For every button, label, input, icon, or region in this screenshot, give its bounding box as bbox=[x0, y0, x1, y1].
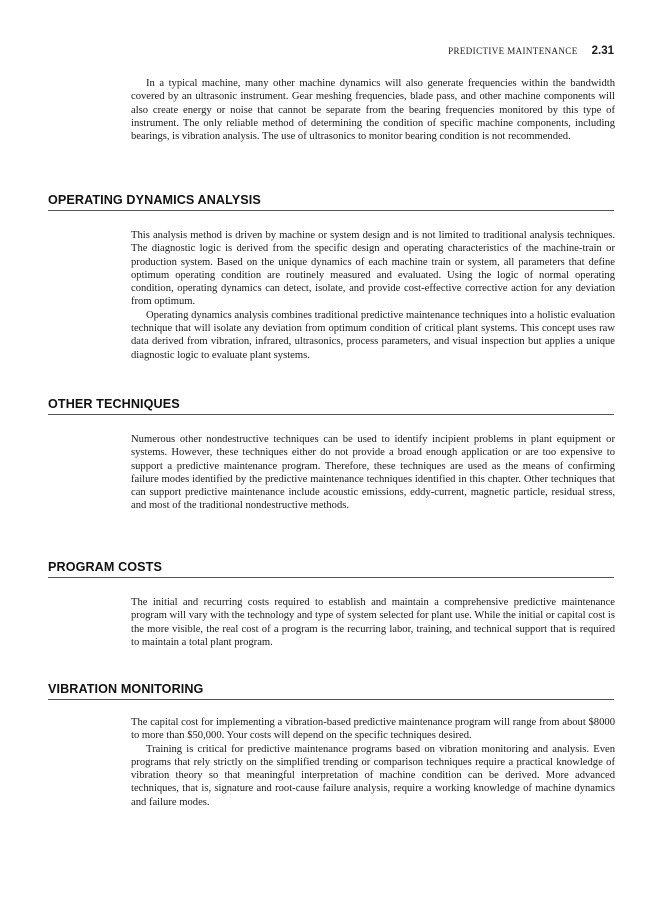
section-heading-operating-dynamics bbox=[48, 193, 614, 211]
section-body-other-techniques bbox=[131, 433, 615, 513]
paragraph: This analysis method is driven by machine or system design and is not limited to traditional analysis techniques. The diagnostic logic is derived from the specific design and operating characteristics of the machine-train or production system. Based on the unique dynamics of each machine train or system, all parameters that define optimum operating condition are routinely measured and evaluated. Using the logic of normal operating condition, operating dynamics can detect, isolate, and provide cost-effective corrective action for any deviation from optimum. bbox=[131, 230, 615, 308]
paragraph: The initial and recurring costs required to establish and maintain a comprehensive predictive maintenance program will vary with the technology and type of system selected for plant use. While the initial or capital cost is the more visible, the real cost of a program is the recurring labor, training, and technical support that is required to maintain a total plant program. bbox=[131, 597, 615, 648]
paragraph: Numerous other nondestructive techniques can be used to identify incipient problems in plant equipment or systems. However, these techniques either do not provide a broad enough application or are too expensive to support a predictive maintenance program. Therefore, these techniques are used as the means of confirming failure modes identified by the predictive maintenance techniques identified in this chapter. Other techniques that can support predictive maintenance include acoustic emissions, eddy-current, magnetic particle, residual stress, and most of the traditional nondestructive methods. bbox=[131, 434, 615, 512]
paragraph: Training is critical for predictive maintenance programs based on vibration monitoring and analysis. Even programs that rely strictly on the simplified trending or comparison techniques require a practical knowledge of vibration theory so that meaningful interpretation of machine condition can be derived. More advanced techniques, that is, signature and root-cause failure analysis, require a working knowledge of machine dynamics and failure modes. bbox=[131, 743, 615, 808]
section-body-operating-dynamics bbox=[131, 229, 615, 362]
page-number: 2.31 bbox=[591, 45, 614, 57]
running-head bbox=[448, 45, 614, 57]
section-heading-other-techniques bbox=[48, 397, 614, 415]
section-body-program-costs bbox=[131, 596, 615, 649]
intro-paragraph: In a typical machine, many other machine dynamics will also generate frequencies within the bandwidth covered by an ultrasonic instrument. Gear meshing frequencies, blade pass, and other machine components will also create energy or noise that cannot be separate from the bearing frequencies monitored by this type of instrument. The only reliable method of determining the condition of specific machine components, including bearings, is vibration analysis. The use of ultrasonics to monitor bearing condition is not recommended. bbox=[131, 78, 615, 143]
paragraph: Operating dynamics analysis combines traditional predictive maintenance techniques into a holistic evaluation technique that will isolate any deviation from optimum condition of critical plant systems. This concept uses raw data derived from vibration, infrared, ultrasonics, process parameters, and visual inspection but applies a unique diagnostic logic to evaluate plant systems. bbox=[131, 309, 615, 361]
section-heading-vibration-monitoring bbox=[48, 682, 614, 700]
section-title: OPERATING DYNAMICS ANALYSIS bbox=[48, 193, 261, 207]
section-title: VIBRATION MONITORING bbox=[48, 682, 204, 696]
section-body-vibration-monitoring bbox=[131, 716, 615, 809]
paragraph: The capital cost for implementing a vibration-based predictive maintenance program will range from about $8000 to more than $50,000. Your costs will depend on the specific techniques desired. bbox=[131, 717, 615, 742]
section-title: OTHER TECHNIQUES bbox=[48, 397, 180, 411]
running-head-title: PREDICTIVE MAINTENANCE bbox=[448, 46, 578, 56]
section-title: PROGRAM COSTS bbox=[48, 560, 162, 574]
section-heading-program-costs bbox=[48, 560, 614, 578]
intro-text bbox=[131, 77, 615, 143]
